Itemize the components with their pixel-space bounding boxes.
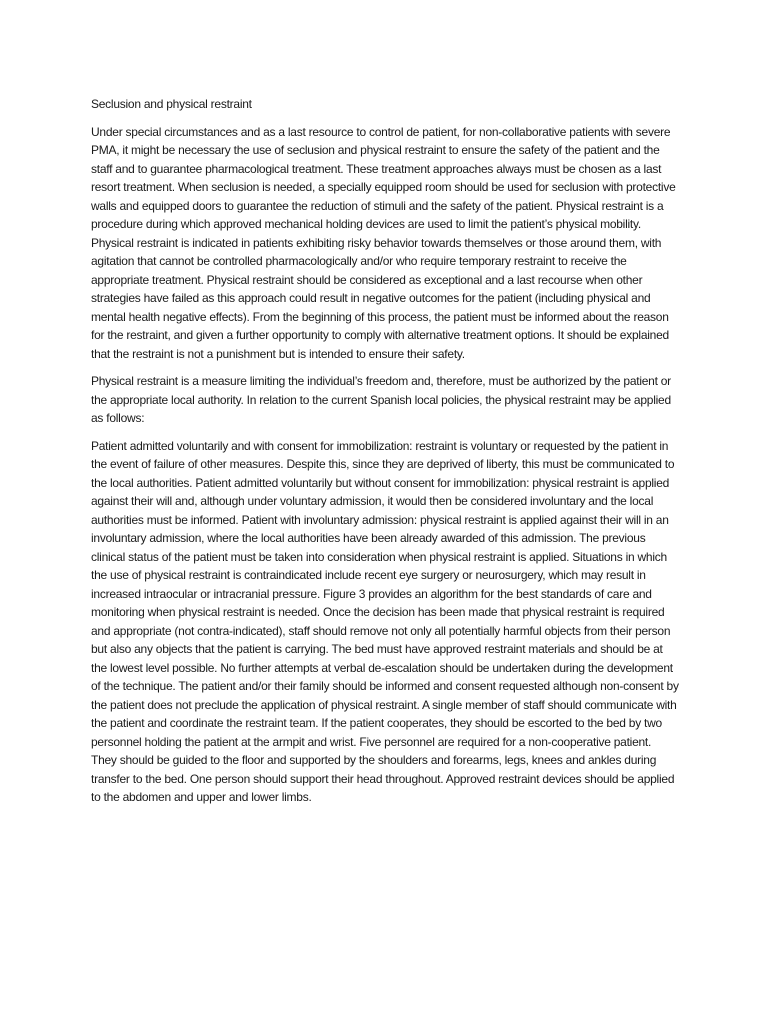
paragraph-authorization: Physical restraint is a measure limiting the individual’s freedom and, therefore, must be authorized by the patient or the appropriate local authority. In relation to the current Spanish local policies, the physical restraint may be applied as follows: (91, 374, 671, 425)
paragraph-application-procedure: Patient admitted voluntarily and with consent for immobilization: restraint is voluntary or requested by the patient in the event of failure of other measures. Despite this, since they are deprived of liberty, this must be communicated to the local authorities. Patient admitted voluntarily but without consent for immobilization: physical restraint is applied against their will and, although under voluntary admission, it would then be considered involuntary and the local authorities must be informed. Patient with involuntary admission: physical restraint is applied against their will in an involuntary admission, where the local authorities have been already awarded of this admission. The previous clinical status of the patient must be taken into consideration when physical restraint is applied. Situations in which the use of physical restraint is contraindicated include recent eye surgery or neurosurgery, which may result in increased intraocular or intracranial pressure. Figure 3 provides an algorithm for the best standards of care and monitoring when physical restraint is needed. Once the decision has been made that physical restraint is required and appropriate (not contra-indicated), staff should remove not only all potentially harmful objects from their person but also any objects that the patient is carrying. The bed must have approved restraint materials and should be at the lowest level possible. No further attempts at verbal de-escalation should be undertaken during the development of the technique. The patient and/or their family should be informed and consent requested although non-consent by the patient does not preclude the application of physical restraint. A single member of staff should communicate with the patient and coordinate the restraint team. If the patient cooperates, they should be escorted to the bed by two personnel holding the patient at the armpit and wrist. Five personnel are required for a non-cooperative patient. They should be guided to the floor and supported by the shoulders and forearms, legs, knees and ankles during transfer to the bed. One person should support their head throughout. Approved restraint devices should be applied to the abdomen and upper and lower limbs. (91, 438, 679, 804)
section-heading: Seclusion and physical restraint (91, 97, 252, 111)
paragraph-seclusion-overview: Under special circumstances and as a last resource to control de patient, for non-collaborative patients with severe PMA, it might be necessary the use of seclusion and physical restraint to ensure the safety of the patient and the staff and to guarantee pharmacological treatment. These treatment approaches always must be chosen as a last resort treatment. When seclusion is needed, a specially equipped room should be used for seclusion with protective walls and equipped doors to guarantee the reduction of stimuli and the safety of the patient. Physical restraint is a procedure during which approved mechanical holding devices are used to limit the patient’s physical mobility. Physical restraint is indicated in patients exhibiting risky behavior towards themselves or those around them, with agitation that cannot be controlled pharmacologically and/or who require temporary restraint to receive the appropriate treatment. Physical restraint should be considered as exceptional and a last recourse when other strategies have failed as this approach could result in negative outcomes for the patient (including physical and mental health negative effects). From the beginning of this process, the patient must be informed about the reason for the restraint, and given a further opportunity to comply with alternative treatment options. It should be explained that the restraint is not a punishment but is intended to ensure their safety. (91, 124, 676, 361)
document-body (91, 95, 679, 816)
